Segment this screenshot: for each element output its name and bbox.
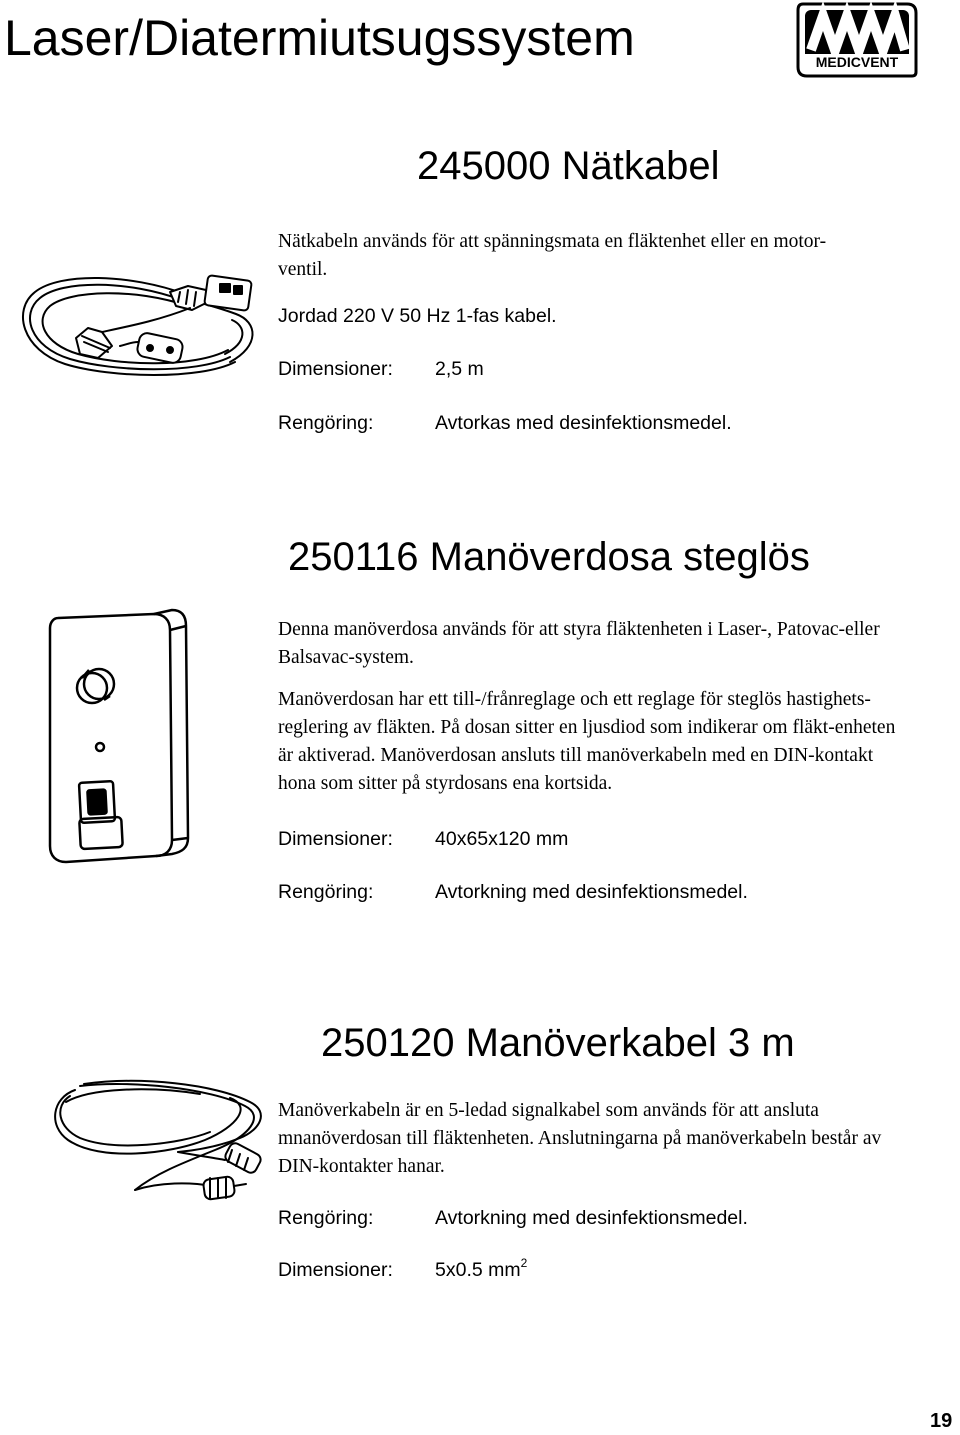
control-box-illustration bbox=[44, 600, 194, 872]
body-paragraph: Denna manöverdosa används för att styra fläktenheten i Laser-, Patovac-eller Balsavac-system. bbox=[278, 619, 880, 668]
page-number: 19 bbox=[930, 1410, 953, 1432]
section-body bbox=[278, 616, 900, 812]
section-body bbox=[278, 1097, 900, 1195]
signal-cable-illustration bbox=[40, 1078, 270, 1226]
body-paragraph: Nätkabeln används för att spänningsmata en fläktenhet eller en motor-ventil. bbox=[278, 231, 827, 280]
spec-value: Avtorkas med desinfektionsmedel. bbox=[435, 412, 732, 434]
spec-label: Rengöring: bbox=[278, 412, 374, 434]
body-paragraph: Manöverdosan har ett till-/frånreglage och ett reglage för steglös hastighets-reglering av fläkten. På dosan sitter en ljusdiod som indikerar om fläkt-enheten är aktiverad. Manöverdosan ansluts till manöverkabeln med en DIN-kontakt hona som sitter på styrdosans ena kortsida. bbox=[278, 689, 896, 794]
spec-value: Avtorkning med desinfektionsmedel. bbox=[435, 1207, 748, 1229]
spec-label: Dimensioner: bbox=[278, 828, 393, 850]
logo-text: MEDICVENT bbox=[815, 54, 899, 70]
spec-value: 40x65x120 mm bbox=[435, 828, 569, 850]
spec-label: Rengöring: bbox=[278, 881, 374, 903]
section-heading: 245000 Nätkabel bbox=[417, 144, 720, 188]
spec-value-text: 5x0.5 mm bbox=[435, 1259, 521, 1281]
spec-label: Dimensioner: bbox=[278, 358, 393, 380]
page-title: Laser/Diatermiutsugssystem bbox=[4, 10, 635, 66]
power-cable-illustration bbox=[10, 262, 262, 394]
spec-value: Avtorkning med desinfektionsmedel. bbox=[435, 881, 748, 903]
spec-line: Jordad 220 V 50 Hz 1-fas kabel. bbox=[278, 305, 557, 327]
spec-label: Dimensioner: bbox=[278, 1259, 393, 1281]
spec-value: 2,5 m bbox=[435, 358, 484, 380]
spec-label: Rengöring: bbox=[278, 1207, 374, 1229]
section-body bbox=[278, 228, 848, 298]
medicvent-logo bbox=[795, 2, 919, 78]
section-heading: 250120 Manöverkabel 3 m bbox=[321, 1021, 795, 1065]
spec-value bbox=[435, 1256, 527, 1284]
section-heading: 250116 Manöverdosa steglös bbox=[288, 535, 810, 579]
body-paragraph: Manöverkabeln är en 5-ledad signalkabel som används för att ansluta mnanöverdosan till fläktenheten. Anslutningarna på manöverkabeln består av DIN-kontakter hanar. bbox=[278, 1100, 882, 1177]
superscript: 2 bbox=[520, 1256, 528, 1270]
